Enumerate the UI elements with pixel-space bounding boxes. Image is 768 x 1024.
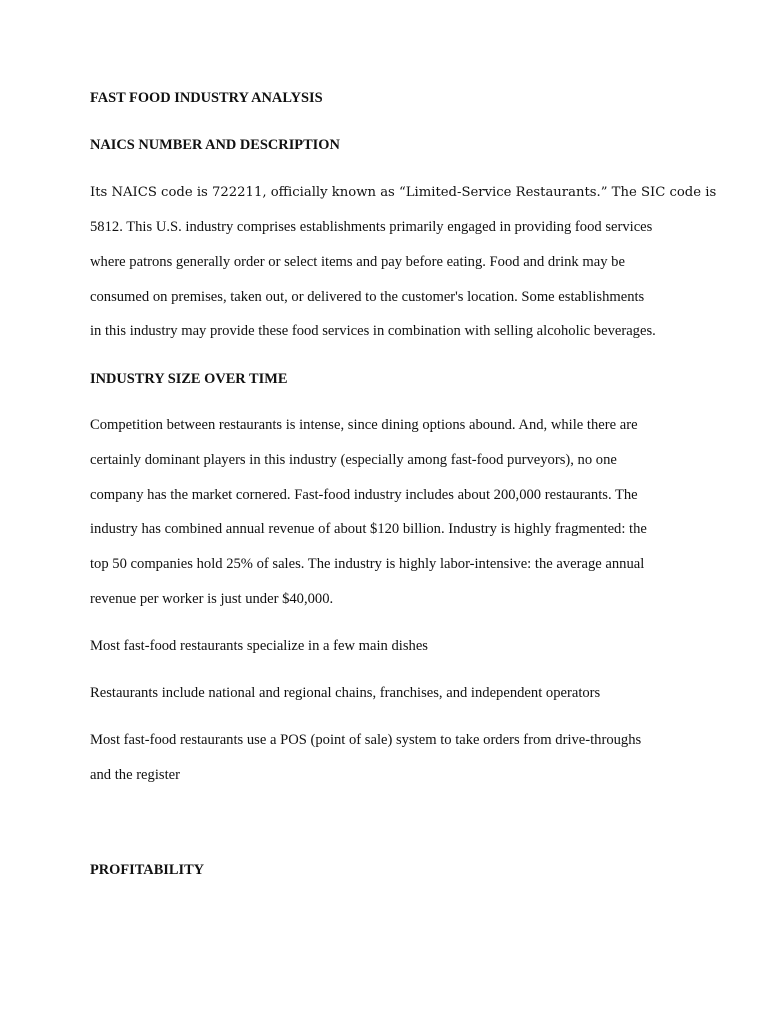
paragraph-line: Competition between restaurants is intense, since dining options abound. And, while there are (90, 417, 638, 433)
section-heading-naics: NAICS NUMBER AND DESCRIPTION (90, 137, 340, 153)
paragraph-line: 5812. This U.S. industry comprises establishments primarily engaged in providing food services (90, 219, 653, 235)
section-heading-industry-size: INDUSTRY SIZE OVER TIME (90, 371, 288, 387)
point-pos-line: and the register (90, 767, 180, 783)
paragraph-line: in this industry may provide these food services in combination with selling alcoholic beverages. (90, 323, 656, 339)
point-pos-line: Most fast-food restaurants use a POS (point of sale) system to take orders from drive-throughs (90, 732, 642, 748)
paragraph-line: industry has combined annual revenue of about $120 billion. Industry is highly fragmented: the (90, 521, 647, 537)
section-heading-profitability: PROFITABILITY (90, 862, 205, 878)
naics-code-text: Its NAICS code is 722211, officially known as “Limited-Service Restaurants.” (90, 185, 608, 200)
document-title: FAST FOOD INDUSTRY ANALYSIS (90, 90, 323, 106)
point-main-dishes: Most fast-food restaurants specialize in a few main dishes (90, 638, 428, 654)
paragraph-line: company has the market cornered. Fast-food industry includes about 200,000 restaurants. The (90, 487, 638, 503)
paragraph-line (90, 183, 716, 202)
paragraph-line: revenue per worker is just under $40,000. (90, 591, 334, 607)
paragraph-line: where patrons generally order or select items and pay before eating. Food and drink may be (90, 254, 625, 270)
point-restaurant-types: Restaurants include national and regional chains, franchises, and independent operators (90, 685, 601, 701)
sic-code-text: The SIC code is (607, 185, 717, 200)
paragraph-line: certainly dominant players in this industry (especially among fast-food purveyors), no one (90, 452, 617, 468)
paragraph-line: top 50 companies hold 25% of sales. The industry is highly labor-intensive: the average annual (90, 556, 645, 572)
paragraph-line: consumed on premises, taken out, or delivered to the customer's location. Some establishments (90, 289, 645, 305)
